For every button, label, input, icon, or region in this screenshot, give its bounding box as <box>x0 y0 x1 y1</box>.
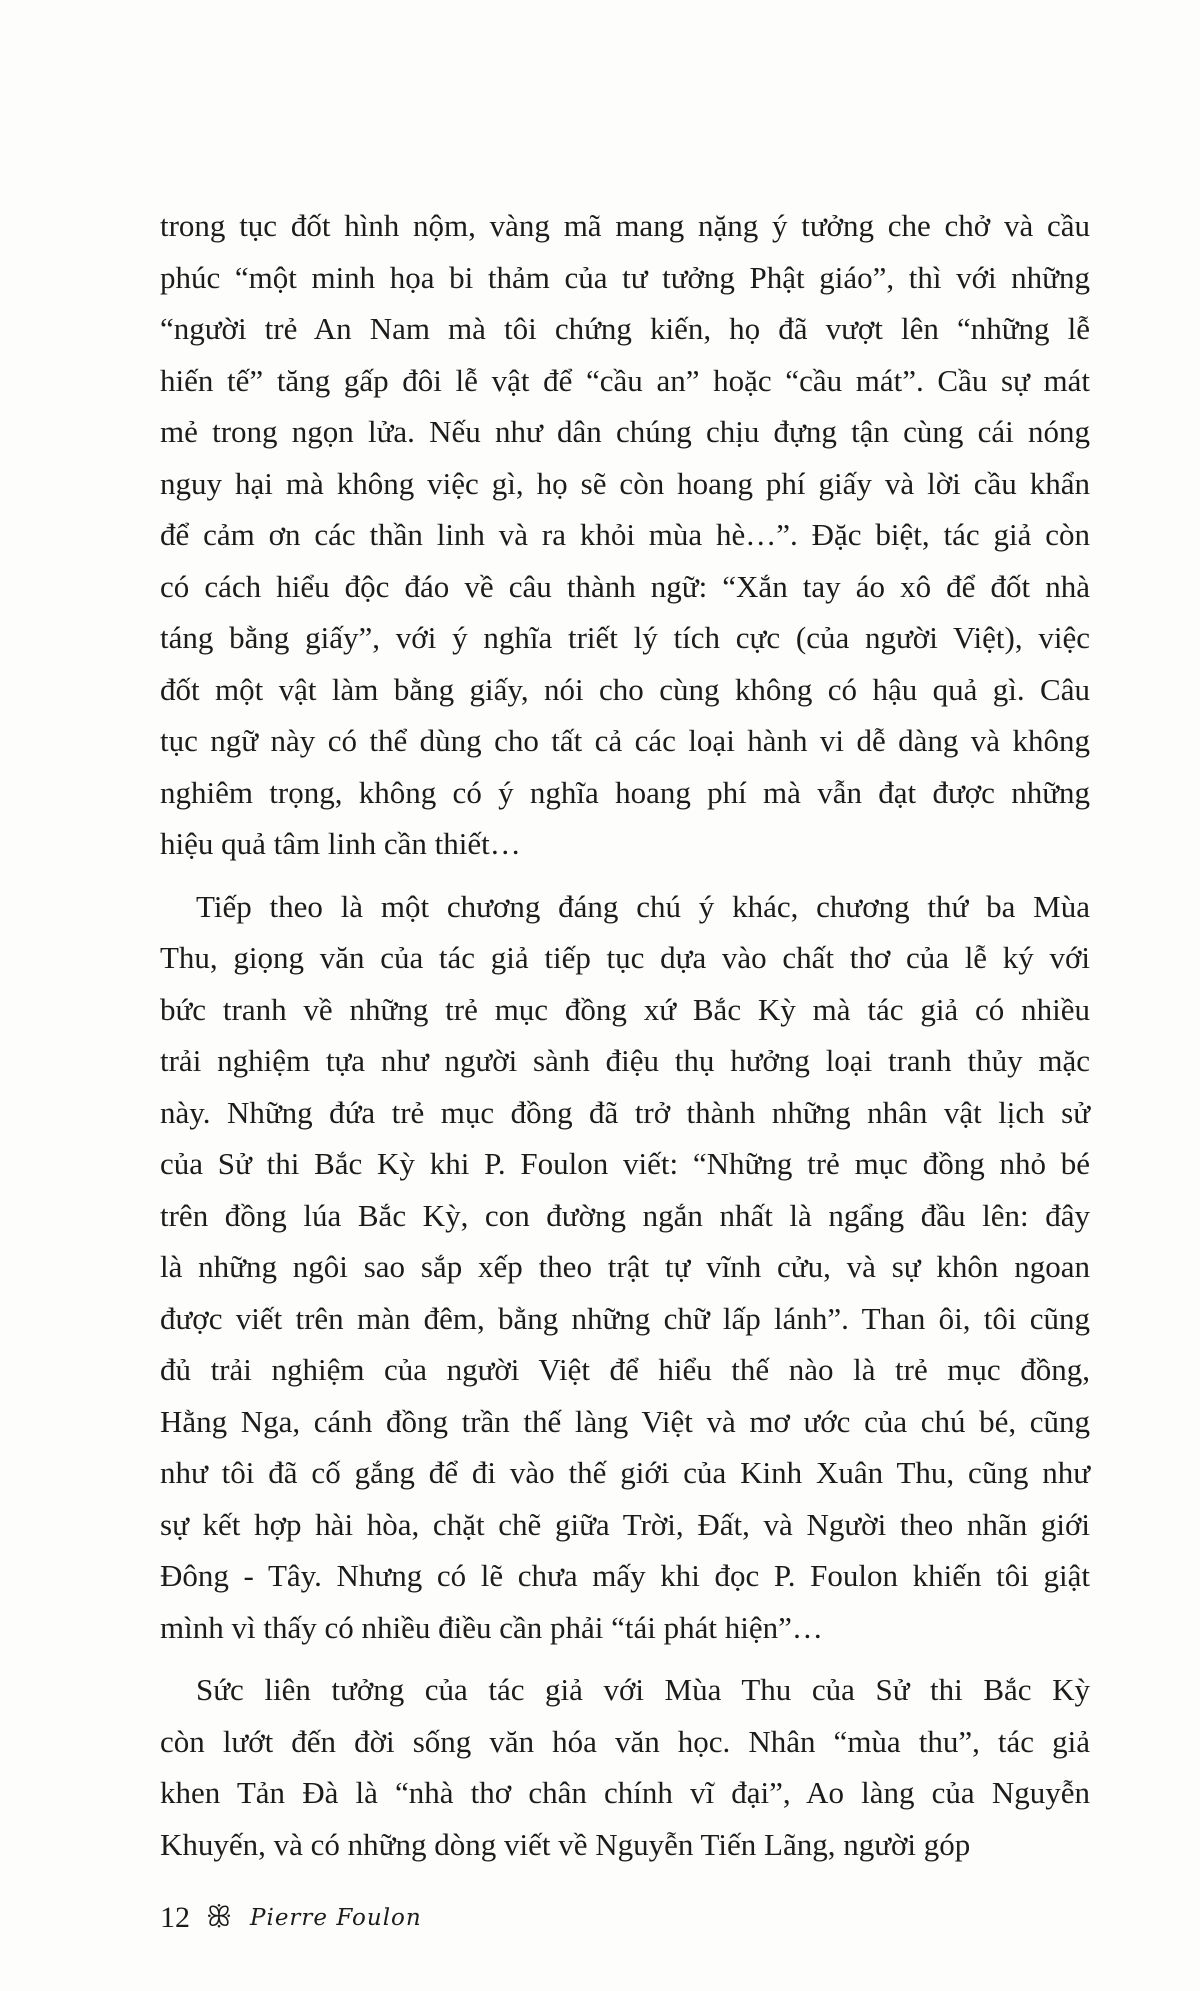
text-line: của Sử thi Bắc Kỳ khi P. Foulon viết: “Những trẻ mục đồng nhỏ bé <box>160 1146 1090 1181</box>
text-line: táng bằng giấy”, với ý nghĩa triết lý tích cực (của người Việt), việc <box>160 620 1090 655</box>
text-line: như tôi đã cố gắng để đi vào thế giới của Kinh Xuân Thu, cũng như <box>160 1455 1090 1490</box>
text-line: “người trẻ An Nam mà tôi chứng kiến, họ đã vượt lên “những lễ <box>160 311 1090 346</box>
ornament-icon: ꕥ <box>206 1902 232 1933</box>
text-line: còn lướt đến đời sống văn hóa văn học. Nhân “mùa thu”, tác giả <box>160 1723 1090 1759</box>
text-line: hiệu quả tâm linh cần thiết… <box>160 826 521 861</box>
text-line: bức tranh về những trẻ mục đồng xứ Bắc Kỳ mà tác giả có nhiều <box>160 991 1090 1027</box>
paragraph <box>160 1664 1090 1870</box>
text-line: này. Những đứa trẻ mục đồng đã trở thành những nhân vật lịch sử <box>160 1094 1090 1130</box>
text-line: được viết trên màn đêm, bằng những chữ lấp lánh”. Than ôi, tôi cũng <box>160 1300 1090 1336</box>
text-line: trải nghiệm tựa như người sành điệu thụ hưởng loại tranh thủy mặc <box>160 1043 1090 1078</box>
text-line: để cảm ơn các thần linh và ra khỏi mùa hè…”. Đặc biệt, tác giả còn <box>160 517 1090 552</box>
body-text <box>160 200 1090 1870</box>
paragraph <box>160 881 1090 1654</box>
running-author: Pierre Foulon <box>249 1905 422 1931</box>
text-line: có cách hiểu độc đáo về câu thành ngữ: “Xắn tay áo xô để đốt nhà <box>160 568 1090 604</box>
text-line: mẻ trong ngọn lửa. Nếu như dân chúng chịu đựng tận cùng cái nóng <box>160 414 1090 449</box>
text-line: phúc “một minh họa bi thảm của tư tưởng Phật giáo”, thì với những <box>160 259 1090 295</box>
text-line: Hằng Nga, cánh đồng trần thế làng Việt và mơ ước của chú bé, cũng <box>160 1403 1090 1439</box>
text-line: Khuyến, và có những dòng viết về Nguyễn Tiến Lãng, người góp <box>160 1826 971 1862</box>
text-line: là những ngôi sao sắp xếp theo trật tự vĩnh cửu, và sự khôn ngoan <box>160 1249 1090 1284</box>
text-line: nghiêm trọng, không có ý nghĩa hoang phí mà vẫn đạt được những <box>160 774 1090 810</box>
page-footer <box>160 1898 422 1938</box>
page-number: 12 <box>160 1901 190 1934</box>
text-line: sự kết hợp hài hòa, chặt chẽ giữa Trời, Đất, và Người theo nhãn giới <box>160 1506 1090 1542</box>
text-line: đủ trải nghiệm của người Việt để hiểu thế nào là trẻ mục đồng, <box>160 1352 1090 1387</box>
text-line: trên đồng lúa Bắc Kỳ, con đường ngắn nhất là ngẩng đầu lên: đây <box>160 1197 1090 1233</box>
text-line: tục ngữ này có thể dùng cho tất cả các loại hành vi dễ dàng và không <box>160 723 1090 758</box>
text-line: Thu, giọng văn của tác giả tiếp tục dựa vào chất thơ của lễ ký với <box>160 940 1090 975</box>
text-line: Tiếp theo là một chương đáng chú ý khác, chương thứ ba Mùa <box>196 888 1090 924</box>
text-line: Sức liên tưởng của tác giả với Mùa Thu của Sử thi Bắc Kỳ <box>196 1672 1090 1707</box>
text-line: Đông - Tây. Nhưng có lẽ chưa mấy khi đọc P. Foulon khiến tôi giật <box>160 1558 1090 1593</box>
text-line: hiến tế” tăng gấp đôi lễ vật để “cầu an” hoặc “cầu mát”. Cầu sự mát <box>160 362 1090 398</box>
text-line: khen Tản Đà là “nhà thơ chân chính vĩ đại”, Ao làng của Nguyễn <box>160 1775 1090 1810</box>
text-line: mình vì thấy có nhiều điều cần phải “tái phát hiện”… <box>160 1609 823 1645</box>
text-line: đốt một vật làm bằng giấy, nói cho cùng không có hậu quả gì. Câu <box>160 671 1090 707</box>
text-line: trong tục đốt hình nộm, vàng mã mang nặng ý tưởng che chở và cầu <box>160 208 1090 243</box>
paragraph <box>160 200 1090 870</box>
text-line: nguy hại mà không việc gì, họ sẽ còn hoang phí giấy và lời cầu khẩn <box>160 465 1090 501</box>
